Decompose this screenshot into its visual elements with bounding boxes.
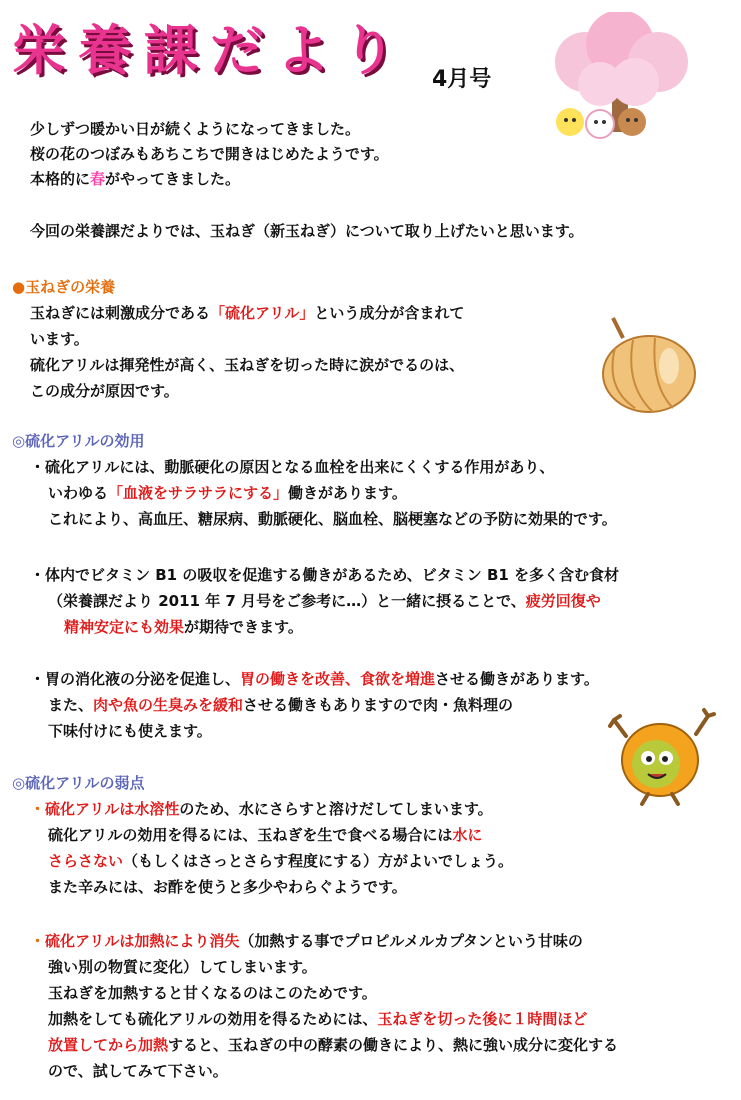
weakness-text: さらさない（もしくはさっとさらす程度にする）方がよいでしょう。 — [48, 852, 514, 870]
weakness-text: ので、試してみて下さい。 — [48, 1062, 228, 1080]
nutrition-text: この成分が原因です。 — [30, 382, 179, 400]
onion-character-illustration — [608, 706, 718, 806]
effects-text: 下味付けにも使えます。 — [48, 722, 212, 740]
section-heading-effects: ◎硫化アリルの効用 — [12, 432, 145, 450]
effects-text: いわゆる「血液をサラサラにする」働きがあります。 — [48, 484, 407, 502]
effects-text: また、肉や魚の生臭みを緩和させる働きもありますので肉・魚料理の — [48, 696, 514, 714]
intro-line: 本格的に春がやってきました。 — [30, 170, 241, 188]
effects-text: ・胃の消化液の分泌を促進し、胃の働きを改善、食欲を増進させる働きがあります。 — [30, 670, 599, 688]
intro-line: 桜の花のつぼみもあちこちで開きはじめたようです。 — [30, 145, 389, 163]
intro-line: 少しずつ暖かい日が続くようになってきました。 — [30, 120, 361, 138]
issue-number: 4月号 — [432, 67, 492, 92]
weakness-text: 加熱をしても硫化アリルの効用を得るためには、玉ねぎを切った後に１時間ほど — [48, 1010, 588, 1028]
weakness-text: また辛みには、お酢を使うと多少やわらぐようです。 — [48, 878, 407, 896]
onion-illustration — [585, 308, 705, 418]
weakness-text: 硫化アリルの効用を得るには、玉ねぎを生で食べる場合には水に — [48, 826, 483, 844]
weakness-text: ・硫化アリルは水溶性のため、水にさらすと溶けだしてしまいます。 — [30, 800, 493, 818]
section-heading-weakness: ◎硫化アリルの弱点 — [12, 774, 145, 792]
nutrition-text: います。 — [30, 330, 89, 348]
nutrition-text: 玉ねぎには刺激成分である「硫化アリル」という成分が含まれて — [30, 304, 465, 322]
weakness-text: 放置してから加熱すると、玉ねぎの中の酵素の働きにより、熱に強い成分に変化する — [48, 1036, 619, 1054]
effects-text: ・硫化アリルには、動脈硬化の原因となる血栓を出来にくくする作用があり、 — [30, 458, 555, 476]
effects-text: これにより、高血圧、糖尿病、動脈硬化、脳血栓、脳梗塞などの予防に効果的です。 — [48, 510, 617, 528]
effects-text: 精神安定にも効果が期待できます。 — [64, 618, 303, 636]
effects-text: ・体内でビタミン B1 の吸収を促進する働きがあるため、ビタミン B1 を多く含む食材 — [30, 566, 620, 584]
newsletter-title: 栄養課だより — [12, 19, 408, 82]
cherry-blossom-animals-illustration — [540, 12, 710, 144]
intro-topic: 今回の栄養課だよりでは、玉ねぎ（新玉ねぎ）について取り上げたいと思います。 — [30, 222, 584, 240]
weakness-text: 玉ねぎを加熱すると甘くなるのはこのためです。 — [48, 984, 377, 1002]
effects-text: （栄養課だより 2011 年 7 月号をご参考に…）と一緒に摂ることで、疲労回復や — [48, 592, 601, 610]
weakness-text: ・硫化アリルは加熱により消失（加熱する事でプロピルメルカプタンという甘味の — [30, 932, 583, 950]
nutrition-text: 硫化アリルは揮発性が高く、玉ねぎを切った時に涙がでるのは、 — [30, 356, 465, 374]
section-heading-nutrition: ●玉ねぎの栄養 — [12, 278, 116, 296]
weakness-text: 強い別の物質に変化）してしまいます。 — [48, 958, 317, 976]
